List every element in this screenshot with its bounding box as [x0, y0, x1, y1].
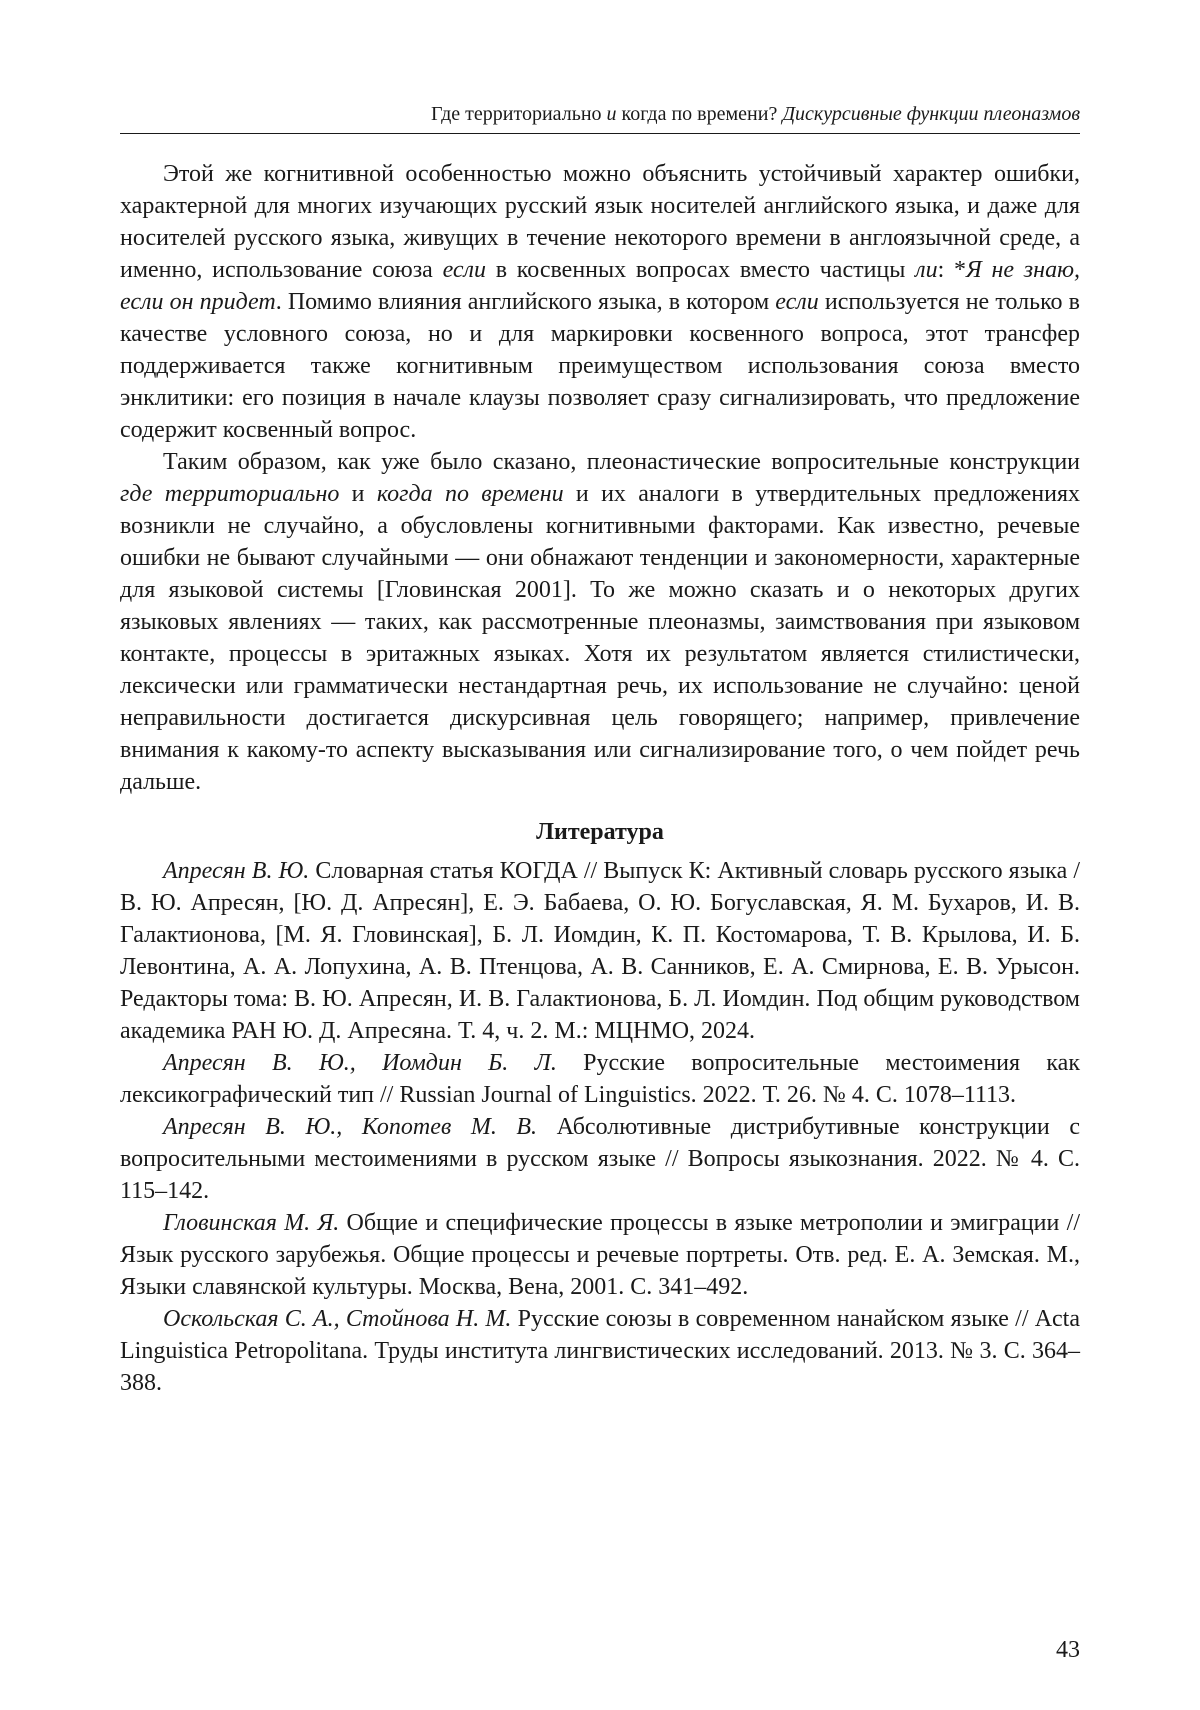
page-number: 43 — [1056, 1637, 1080, 1663]
text-run: и их аналоги в утвердительных предложениях возникли не случайно, а обусловлены когнитивными факторами. Как известно, речевые ошибки не бывают случайными — они обнажают тенденции и закономерности, характерные для языковой системы [Гловинская 2001]. То же можно сказать и о некоторых других языковых явлениях — таких, как рассмотренные плеоназмы, заимствования при языковом контакте, процессы в эритажных языках. Хотя их результатом является стилистически, лексически или грамматически нестандартная речь, их использование не случайно: ценой неправильности достигается дискурсивная цель говорящего; например, привлечение внимания к какому-то аспекту высказывания или сигнализирование того, о чем пойдет речь дальше. — [120, 481, 1081, 795]
reference-item — [120, 1303, 1080, 1399]
reference-item — [120, 855, 1080, 1047]
reference-text: Словарная статья КОГДА // Выпуск К: Активный словарь русского языка / В. Ю. Апресян, [Ю. Д. Апресян], Е. Э. Бабаева, О. Ю. Богуславская, Я. М. Бухаров, И. В. Галактионова, [М. Я. Гловинская], Б. Л. Иомдин, К. П. Костомарова, Т. В. Крылова, И. Б. Левонтина, А. А. Лопухина, А. В. Птенцова, А. В. Санников, Е. А. Смирнова, Е. В. Урысон. Редакторы тома: В. Ю. Апресян, И. В. Галактионова, Б. Л. Иомдин. Под общим руководством академика РАН Ю. Д. Апресяна. Т. 4, ч. 2. М.: МЦНМО, 2024. — [120, 858, 1080, 1044]
text-run: и — [339, 481, 377, 507]
running-head-italic: и — [606, 103, 617, 125]
reference-authors: Оскольская С. А., Стойнова Н. М. — [163, 1306, 512, 1332]
references-heading: Литература — [536, 819, 664, 845]
reference-authors: Гловинская М. Я. — [163, 1210, 340, 1236]
text-run: в косвенных вопросах вместо частицы — [486, 257, 916, 283]
text-run: : * — [937, 257, 967, 283]
reference-authors: Апресян В. Ю., Копотев М. В. — [163, 1114, 538, 1140]
reference-text: Русские союзы в современном нанайском языке // Acta Linguistica Petropolitana. Труды института лингвистических исследований. 2013. № 3. С. 364–388. — [120, 1306, 1080, 1396]
text-run: Этой же когнитивной особенностью можно объяснить устойчивый характер ошибки, характерной для многих изучающих русский язык носителей английского языка, и даже для носителей русского языка, живущих в течение некоторого времени в англоязычной среде, а именно, использование союза — [120, 161, 1080, 283]
reference-text: Абсолютивные дистрибутивные конструкции с вопросительными местоимениями в русском языке // Вопросы языкознания. 2022. № 4. С. 115–142. — [120, 1114, 1080, 1204]
reference-authors: Апресян В. Ю., Иомдин Б. Л. — [163, 1050, 557, 1076]
paragraph-1 — [120, 158, 1080, 446]
italic-run: если — [775, 289, 819, 315]
reference-item — [120, 1111, 1080, 1207]
reference-text: Русские вопросительные местоимения как лексикографический тип // Russian Journal of Linguistics. 2022. Т. 26. № 4. С. 1078–1113. — [120, 1050, 1080, 1108]
running-head-part: когда по времени? — [616, 103, 783, 125]
reference-item — [120, 1047, 1080, 1111]
main-text — [120, 158, 1080, 1399]
italic-run: когда по времени — [376, 481, 564, 507]
references-list — [120, 855, 1080, 1399]
italic-run: где территориально — [120, 481, 340, 507]
text-run: . Помимо влияния английского языка, в котором — [275, 289, 776, 315]
italic-run: Я не знаю, если он придет — [120, 257, 1080, 315]
reference-text: Общие и специфические процессы в языке метрополии и эмиграции // Язык русского зарубежья. Общие процессы и речевые портреты. Отв. ред. Е. А. Земская. М., Языки славянской культуры. Москва, Вена, 2001. С. 341–492. — [120, 1210, 1080, 1300]
paragraph-2 — [120, 446, 1080, 798]
italic-run: ли — [915, 257, 938, 283]
text-run: Таким образом, как уже было сказано, плеонастические вопросительные конструкции — [163, 449, 1080, 475]
running-head-part: Где территориально — [431, 103, 607, 125]
reference-item — [120, 1207, 1080, 1303]
reference-authors: Апресян В. Ю. — [163, 858, 310, 884]
text-run: используется не только в качестве условного союза, но и для маркировки косвенного вопроса, этот трансфер поддерживается также когнитивным преимуществом использования союза вместо энклитики: его позиция в начале клаузы позволяет сразу сигнализировать, что предложение содержит косвенный вопрос. — [120, 289, 1080, 443]
running-head-italic: Дискурсивные функции плеоназмов — [782, 103, 1080, 125]
running-head — [120, 101, 1080, 134]
italic-run: если — [442, 257, 487, 283]
